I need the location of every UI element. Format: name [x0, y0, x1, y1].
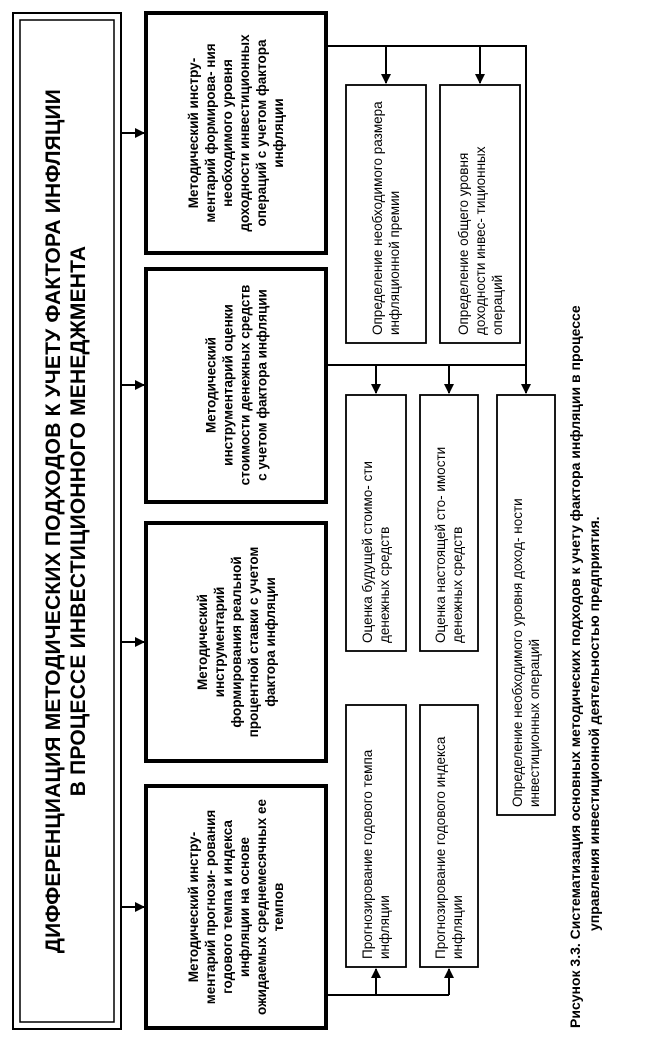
- leaf-inflation-premium: Определение необходимого размера инфляционной премии: [370, 101, 402, 335]
- method-text-4: Методический инстру- ментарий формирова- ния необходимого уровня доходности инвестиционных операций с учетом фактора инфляции: [186, 34, 286, 232]
- figure-caption: [566, 18, 612, 1028]
- diagram-title: [16, 31, 116, 1011]
- caption-line-1: Рисунок 3.3. Систематизация основных методических подходов к учету фактора инфляции в процессе: [567, 305, 583, 1028]
- leaf-forecast-index: Прогнозирование годового индекса инфляции: [433, 736, 465, 959]
- method-text-2: Методический инструментарий формирования реальной процентной ставки с учетом фактора инфляции: [194, 546, 278, 738]
- title-line-2: В ПРОЦЕССЕ ИНВЕСТИЦИОННОГО МЕНЕДЖМЕНТА: [67, 245, 90, 797]
- title-line-1: ДИФФЕРЕНЦИАЦИЯ МЕТОДИЧЕСКИХ ПОДХОДОВ К УЧЕТУ ФАКТОРА ИНФЛЯЦИИ: [42, 88, 65, 954]
- leaf-future-value: Оценка будущей стоимо- сти денежных средств: [360, 461, 392, 643]
- method-text-3: Методический инструментарий оценки стоимости денежных средств с учетом фактора инфляции: [203, 284, 270, 486]
- method-text-1: Методический инстру- ментарий прогнози- рования годового темпа и индекса инфляции на основе ожидаемых среднемесячных ее темпов: [186, 799, 286, 1015]
- leaf-present-value: Оценка настоящей сто- имости денежных средств: [433, 446, 465, 643]
- caption-line-2: управления инвестиционной деятельностью предприятия.: [586, 516, 602, 931]
- leaf-total-return: Определение общего уровня доходности инвес- тиционных операций: [455, 146, 505, 335]
- leaf-required-return: Определение необходимого уровня доход- ности инвестиционных операций: [510, 498, 542, 807]
- leaf-forecast-rate: Прогнозирование годового темпа инфляции: [360, 749, 392, 959]
